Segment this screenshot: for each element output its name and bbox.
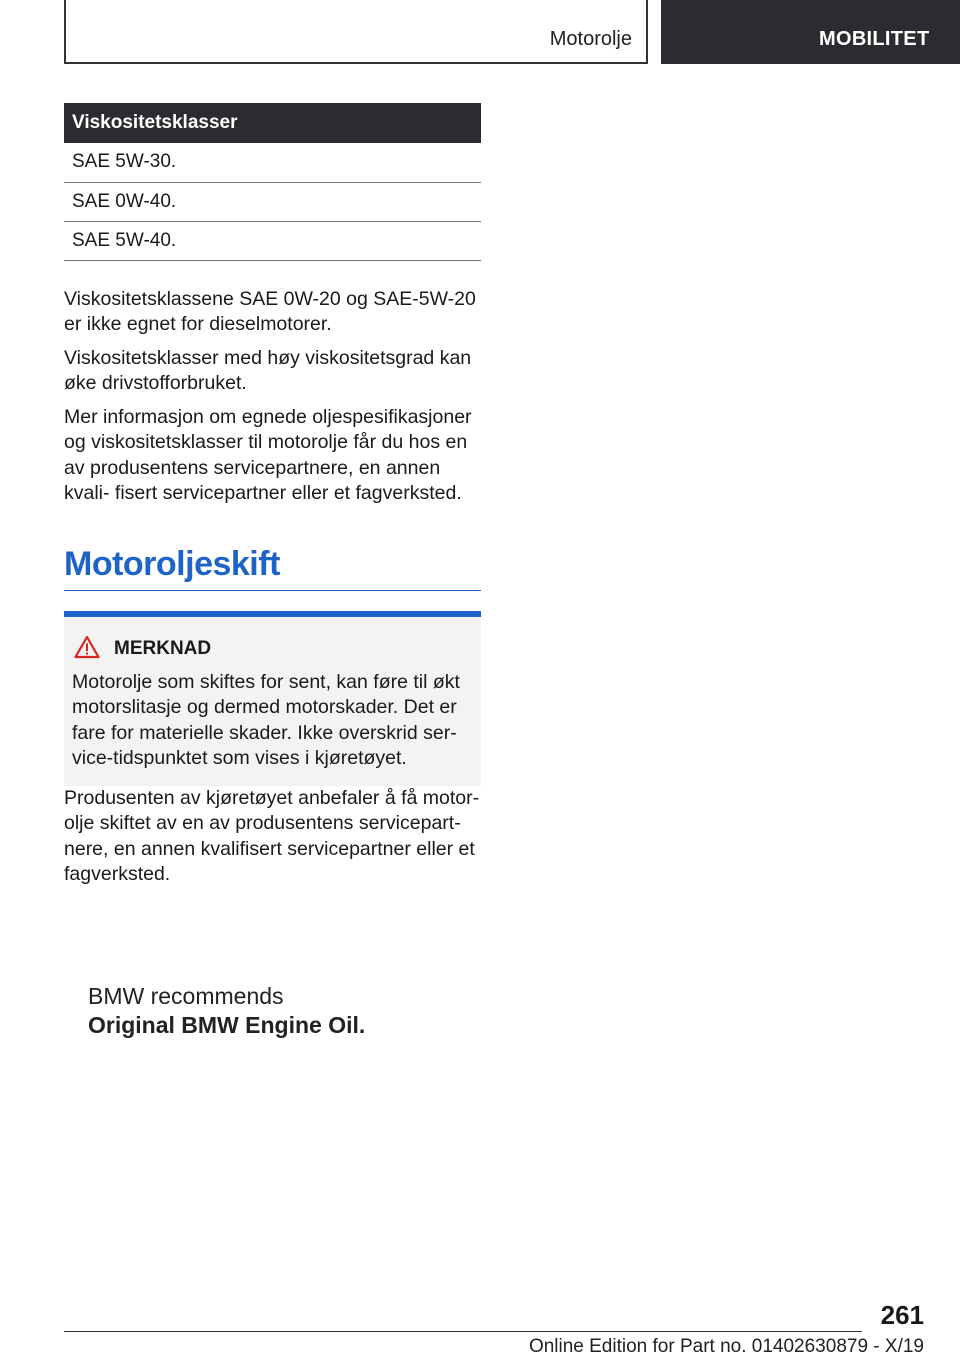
paragraph: Produsenten av kjøretøyet anbefaler å få motor- olje skiftet av en av produsentens servicepart- nere, en annen kvalifisert servicepartner eller et fagverksted. [64, 786, 480, 885]
viscosity-table [64, 103, 481, 261]
paragraph-block [64, 287, 481, 507]
paragraph: Viskositetsklasser med høy viskositetsgrad kan øke drivstofforbruket. [64, 346, 472, 394]
table-row [64, 221, 481, 260]
notice-label: MERKNAD [114, 638, 212, 659]
notice-text: Motorolje som skiftes for sent, kan føre til økt motorslitasje og dermed motorskader. Det er fare for materielle skader. Ikke overskrid ser- vice-tidspunktet som vises i kjøretøyet. [72, 670, 460, 769]
table-row [64, 143, 481, 182]
main-column [64, 103, 481, 896]
running-header-chapter [661, 0, 960, 64]
table-header-row [64, 103, 481, 143]
notice-header [74, 635, 473, 664]
paragraph: Mer informasjon om egnede oljespesifikasjoner og viskositetsklasser til motorolje får du hos en av produsentens servicepartnere, en annen kvali- fisert servicepartner eller et fagverksted. [64, 405, 472, 504]
header-section-title: Motorolje [549, 28, 632, 50]
running-header-left [64, 0, 648, 64]
recommendation-line: BMW recommends [88, 983, 284, 1009]
page-number: 261 [880, 1300, 924, 1330]
bmw-oil-recommendation [88, 982, 365, 1040]
table-cell: SAE 5W-30. [64, 143, 481, 182]
footer-divider [64, 1331, 862, 1332]
table-row [64, 182, 481, 221]
table-header-cell: Viskositetsklasser [64, 103, 481, 143]
notice-box [64, 611, 481, 786]
section-title: Motoroljeskift [64, 545, 481, 591]
table-cell: SAE 5W-40. [64, 221, 481, 260]
recommendation-line-bold: Original BMW Engine Oil. [88, 1012, 366, 1038]
header-chapter-title: MOBILITET [819, 28, 930, 50]
warning-triangle-icon [74, 635, 100, 664]
table-cell: SAE 0W-40. [64, 182, 481, 221]
paragraph: Viskositetsklassene SAE 0W-20 og SAE-5W-20 er ikke egnet for dieselmotorer. [64, 287, 476, 335]
footer-text: Online Edition for Part no. 01402630879 - X/19 [528, 1336, 924, 1357]
